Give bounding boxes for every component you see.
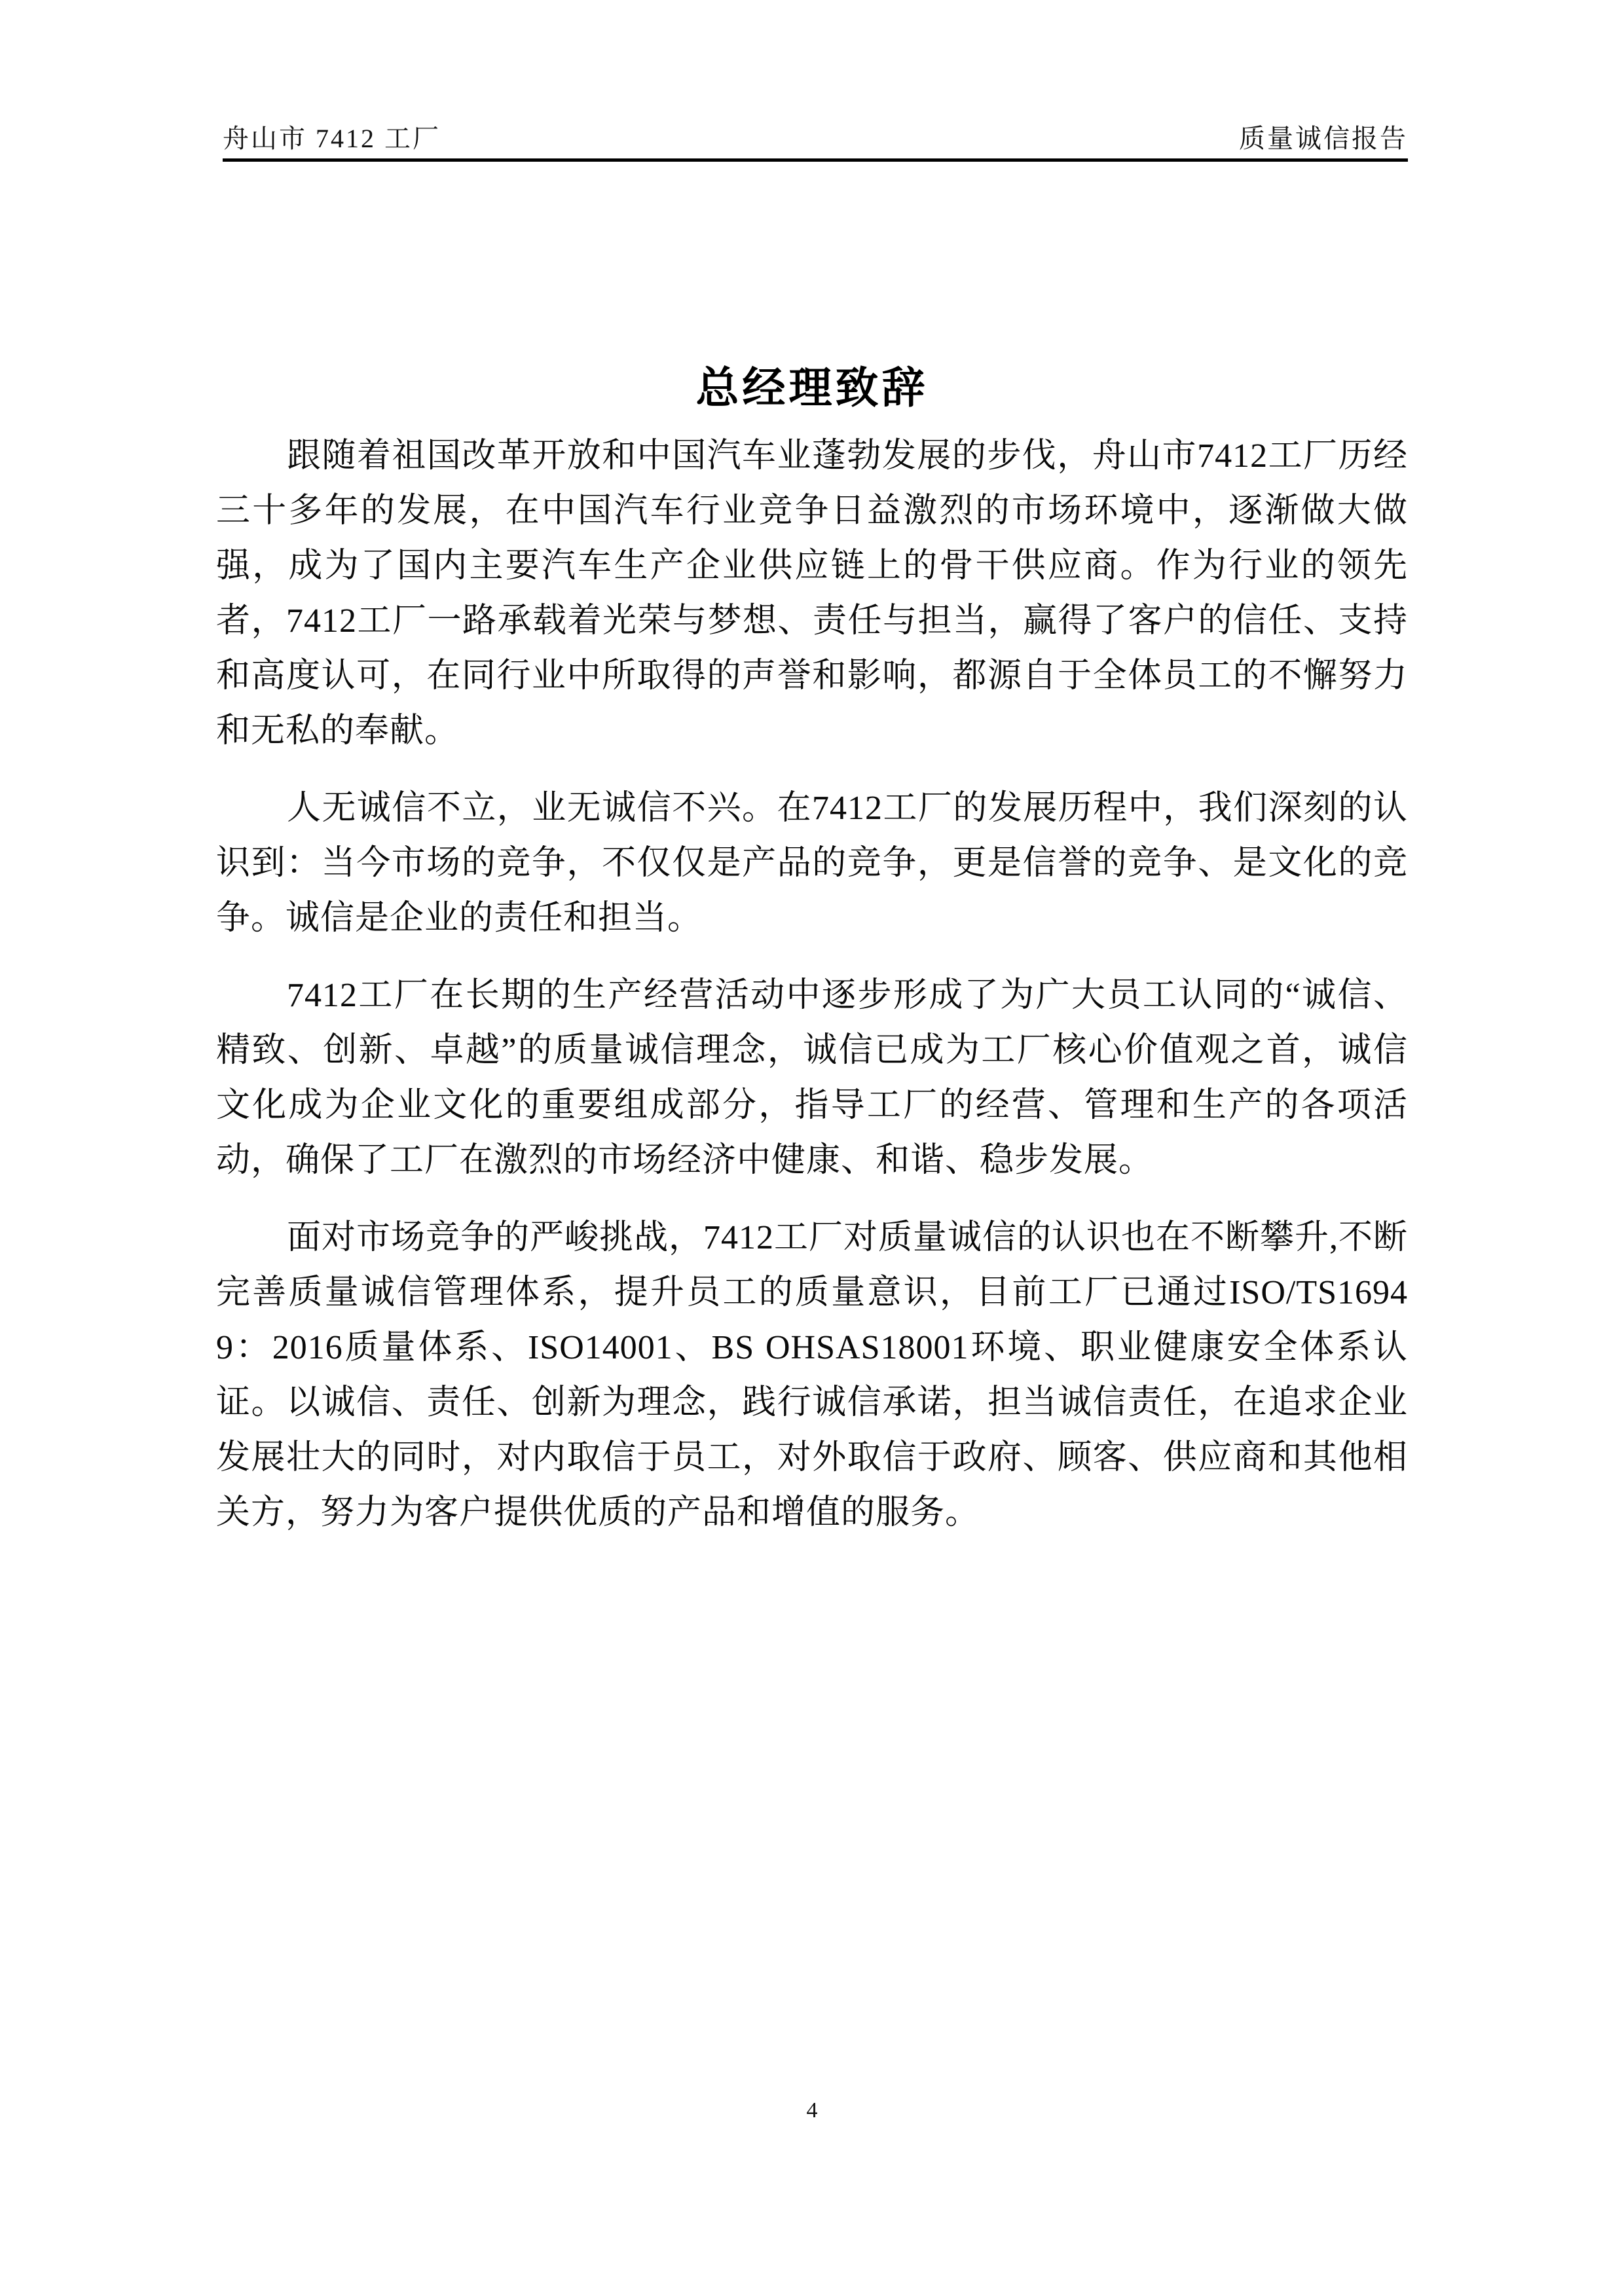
body-text <box>216 429 1408 1540</box>
running-header <box>223 98 1408 162</box>
paragraph-1: 跟随着祖国改革开放和中国汽车业蓬勃发展的步伐，舟山市7412工厂历经三十多年的发展，在中国汽车行业竞争日益激烈的市场环境中，逐渐做大做强，成为了国内主要汽车生产企业供应链上的骨干供应商。作为行业的领先者，7412工厂一路承载着光荣与梦想、责任与担当，赢得了客户的信任、支持和高度认可，在同行业中所取得的声誉和影响，都源自于全体员工的不懈努力和无私的奉献。 <box>216 437 1408 750</box>
paragraph-4: 面对市场竞争的严峻挑战，7412工厂对质量诚信的认识也在不断攀升,不断完善质量诚信管理体系，提升员工的质量意识，目前工厂已通过ISO/TS16949：2016质量体系、ISO14001、BS OHSAS18001环境、职业健康安全体系认证。以诚信、责任、创新为理念，践行诚信承诺，担当诚信责任，在追求企业发展壮大的同时，对内取信于员工，对外取信于政府、顾客、供应商和其他相关方，努力为客户提供优质的产品和增值的服务。 <box>216 1219 1409 1531</box>
header-document-name: 质量诚信报告 <box>1239 124 1408 153</box>
header-company-name: 舟山市 7412 工厂 <box>223 124 441 153</box>
page-title: 总经理致辞 <box>695 363 929 414</box>
page-number: 4 <box>806 2098 818 2123</box>
paragraph-3: 7412工厂在长期的生产经营活动中逐步形成了为广大员工认同的“诚信、精致、创新、卓越”的质量诚信理念，诚信已成为工厂核心价值观之首，诚信文化成为企业文化的重要组成部分，指导工厂的经营、管理和生产的各项活动，确保了工厂在激烈的市场经济中健康、和谐、稳步发展。 <box>216 977 1408 1179</box>
paragraph-2: 人无诚信不立，业无诚信不兴。在7412工厂的发展历程中，我们深刻的认识到：当今市场的竞争，不仅仅是产品的竞争，更是信誉的竞争、是文化的竞争。诚信是企业的责任和担当。 <box>216 790 1408 937</box>
